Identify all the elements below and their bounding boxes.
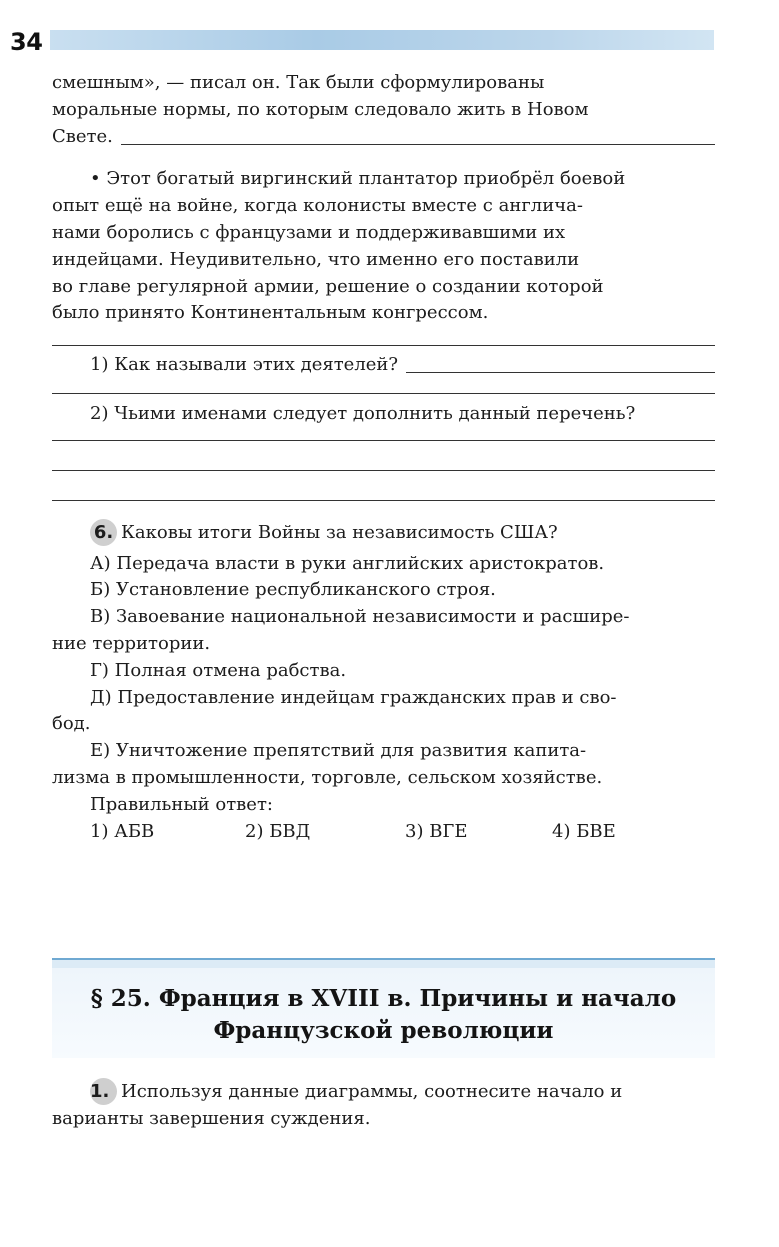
answer-choice-4[interactable]: 4) БВЕ: [552, 820, 616, 842]
answer-line[interactable]: [52, 393, 715, 394]
answer-choice-3[interactable]: 3) ВГЕ: [405, 820, 468, 842]
sub-question-1: 1) Как называли этих деятелей?: [52, 352, 715, 379]
sub-question-2: 2) Чьими именами следует дополнить данный перечень?: [90, 402, 636, 424]
option-b: Б) Установление республиканского строя.: [90, 579, 496, 601]
answer-line[interactable]: [52, 345, 715, 346]
option-g: Г) Полная отмена рабства.: [90, 659, 347, 681]
option-v-cont: ние территории.: [52, 632, 211, 654]
answer-blank[interactable]: [121, 124, 715, 145]
page-number: 34: [10, 28, 43, 56]
answer-choice-2[interactable]: 2) БВД: [245, 820, 311, 842]
answer-choice-1[interactable]: 1) АБВ: [90, 820, 155, 842]
answer-choices: [52, 819, 715, 846]
answer-blank[interactable]: [406, 352, 715, 373]
option-d: Д) Предоставление индейцам гражданских прав и сво-: [90, 686, 617, 708]
answer-label: Правильный ответ:: [90, 793, 273, 815]
quote-line-3: Свете.: [52, 124, 715, 151]
option-e: Е) Уничтожение препятствий для развития капита-: [90, 740, 587, 762]
option-v: В) Завоевание национальной независимости и расшире-: [90, 606, 630, 628]
task-1-line-1: 1. Используя данные диаграммы, соотнесите начало и: [52, 1078, 715, 1105]
header-band: [50, 30, 714, 50]
page-content: [52, 70, 715, 845]
bullet-line-4: индейцами. Неудивительно, что именно его поставили: [52, 248, 580, 270]
section-title: § 25. Франция в XVIII в. Причины и начало Французской революции: [90, 985, 677, 1044]
option-d-cont: бод.: [52, 713, 91, 735]
bullet-line-2: опыт ещё на войне, когда колонисты вместе с англича-: [52, 195, 583, 217]
quote-line-1: смешным», — писал он. Так были сформулированы: [52, 72, 545, 93]
bullet-line-5: во главе регулярной армии, решение о создании которой: [52, 275, 604, 297]
option-a: А) Передача власти в руки английских аристократов.: [90, 552, 605, 574]
task-number-badge: 1.: [90, 1078, 117, 1105]
task-6-question: 6. Каковы итоги Войны за независимость США?: [52, 519, 715, 547]
quote-line-2: моральные нормы, по которым следовало жить в Новом: [52, 98, 589, 120]
bullet-line-6: было принято Континентальным конгрессом.: [52, 302, 489, 324]
task-1: [52, 1078, 715, 1132]
bullet-line-3: нами боролись с французами и поддерживавшими их: [52, 221, 566, 243]
bullet-line-1: • Этот богатый виргинский плантатор приобрёл боевой: [90, 168, 626, 190]
task-1-line-2: варианты завершения суждения.: [52, 1108, 371, 1129]
task-number-badge: 6.: [90, 519, 117, 546]
option-e-cont: лизма в промышленности, торговле, сельском хозяйстве.: [52, 766, 603, 788]
